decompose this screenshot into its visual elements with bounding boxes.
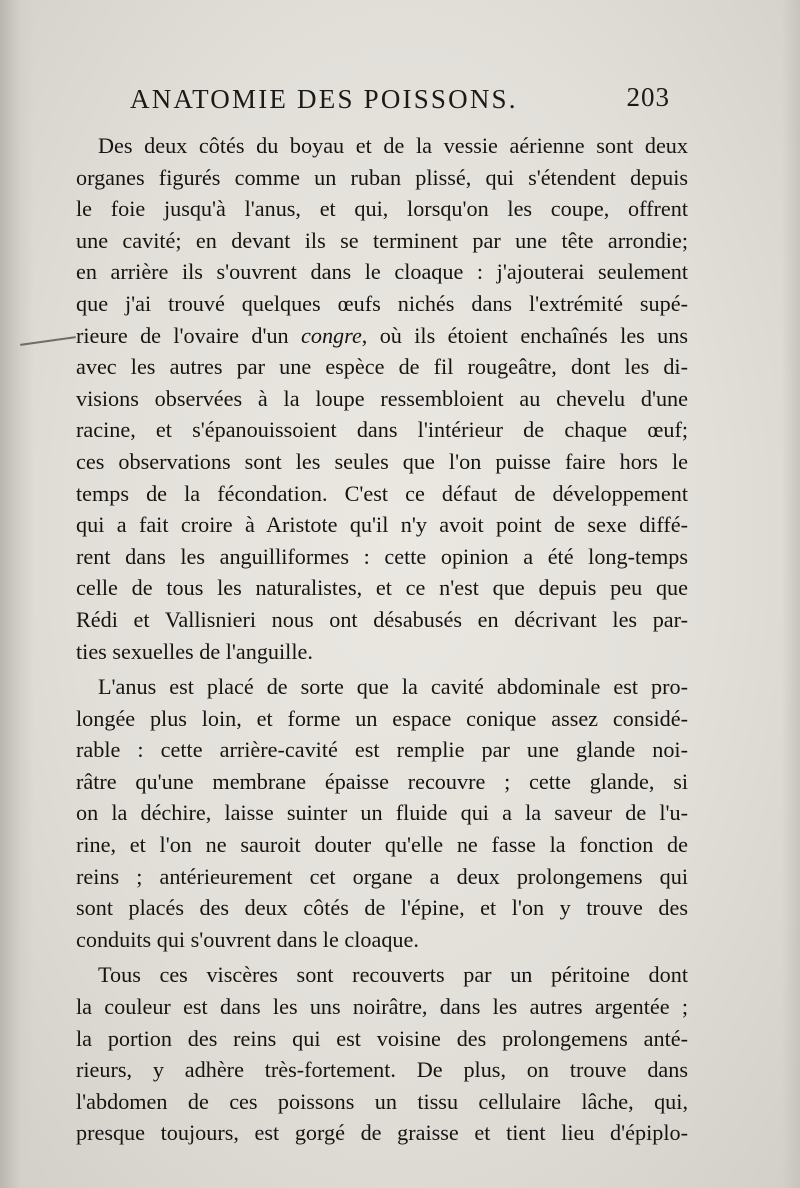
text-line: reins ; antérieurement cet organe a deux prolongemens qui	[76, 863, 688, 889]
text-line: racine, et s'épanouissoient dans l'intérieur de chaque œuf;	[76, 417, 688, 443]
text-line: organes figurés comme un ruban plissé, qui s'étendent depuis	[76, 164, 688, 190]
page-gutter-shadow	[0, 0, 34, 1188]
text-line: rieurs, y adhère très-fortement. De plus, on trouve dans	[76, 1057, 688, 1083]
text-line: la portion des reins qui est voisine des prolongemens anté-	[76, 1025, 688, 1051]
text-line: que j'ai trouvé quelques œufs nichés dans l'extrémité supé-	[76, 290, 688, 316]
body-text	[76, 130, 688, 1149]
text-line: avec les autres par une espèce de fil rougeâtre, dont les di-	[76, 354, 688, 380]
italic-word: congre	[301, 322, 362, 348]
text-line: ties sexuelles de l'anguille.	[76, 638, 313, 664]
text-line: L'anus est placé de sorte que la cavité abdominale est pro-	[98, 674, 688, 700]
text-line: conduits qui s'ouvrent dans le cloaque.	[76, 926, 419, 952]
text-line: une cavité; en devant ils se terminent par une tête arrondie;	[76, 227, 688, 253]
text-line: Rédi et Vallisnieri nous ont désabusés en décrivant les par-	[76, 606, 688, 632]
page-header	[130, 82, 670, 122]
paragraph-3	[76, 959, 688, 1149]
text-line: qui a fait croire à Aristote qu'il n'y avoit point de sexe diffé-	[76, 512, 688, 538]
text-line: longée plus loin, et forme un espace conique assez considé-	[76, 705, 688, 731]
text-line: ces observations sont les seules que l'on puisse faire hors le	[76, 448, 688, 474]
text-line: rieure de l'ovaire d'un congre, où ils étoient enchaînés les uns	[76, 322, 688, 348]
text-line: on la déchire, laisse suinter un fluide qui a la saveur de l'u-	[76, 800, 688, 826]
text-line: sont placés des deux côtés de l'épine, et l'on y trouve des	[76, 895, 688, 921]
page-number: 203	[626, 82, 670, 112]
text-line: rine, et l'on ne sauroit douter qu'elle ne fasse la fonction de	[76, 832, 688, 858]
text-line: celle de tous les naturalistes, et ce n'est que depuis peu que	[76, 575, 688, 601]
text-line: Des deux côtés du boyau et de la vessie aérienne sont deux	[98, 133, 688, 158]
text-line: Tous ces viscères sont recouverts par un péritoine dont	[98, 962, 688, 988]
paragraph-2	[76, 671, 688, 955]
text-line: visions observées à la loupe ressembloient au chevelu d'une	[76, 385, 688, 411]
text-line: rent dans les anguilliformes : cette opinion a été long-temps	[76, 543, 688, 569]
text-line: l'abdomen de ces poissons un tissu cellulaire lâche, qui,	[76, 1088, 688, 1114]
paragraph-1	[76, 130, 688, 667]
text-line: en arrière ils s'ouvrent dans le cloaque : j'ajouterai seulement	[76, 259, 688, 285]
text-line: temps de la fécondation. C'est ce défaut de développement	[76, 480, 688, 506]
text-line: presque toujours, est gorgé de graisse et tient lieu d'épiplo-	[76, 1120, 688, 1146]
text-line: rable : cette arrière-cavité est remplie par une glande noi-	[76, 737, 688, 763]
text-line: râtre qu'une membrane épaisse recouvre ; cette glande, si	[76, 768, 688, 794]
text-line: le foie jusqu'à l'anus, et qui, lorsqu'on les coupe, offrent	[76, 196, 688, 222]
page-edge-shadow	[782, 0, 800, 1188]
running-title: ANATOMIE DES POISSONS.	[130, 84, 518, 114]
text-line: la couleur est dans les uns noirâtre, dans les autres argentée ;	[76, 994, 688, 1020]
